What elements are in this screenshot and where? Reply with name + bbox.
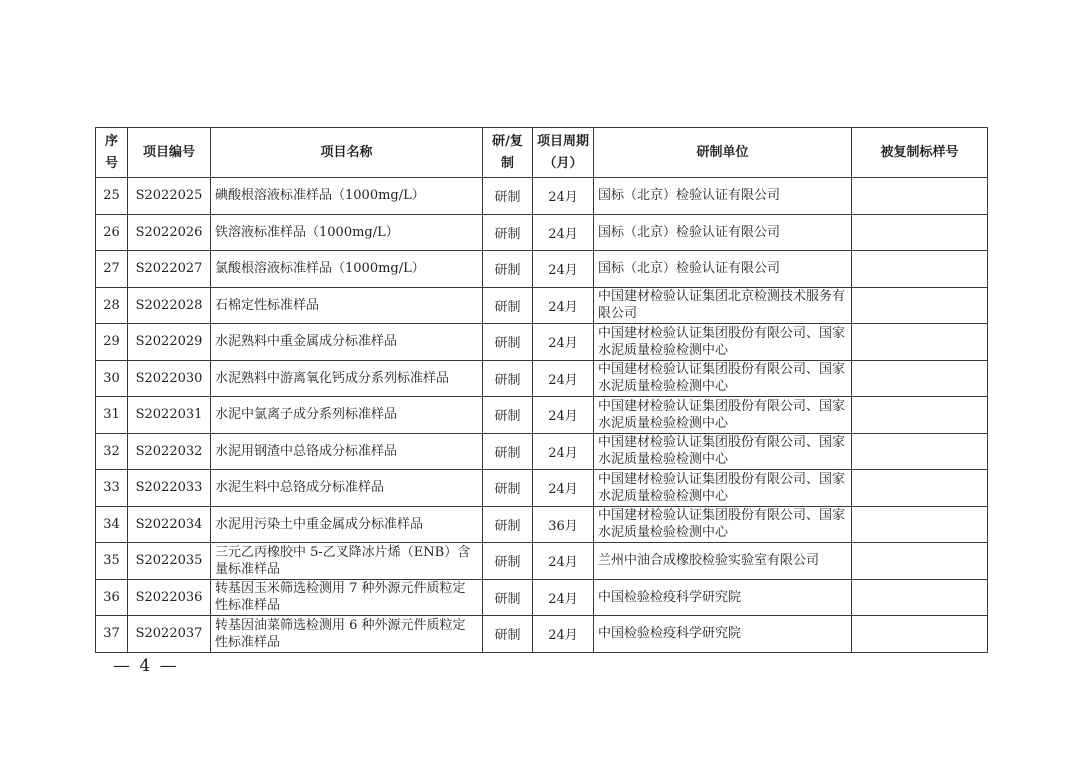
cell-name: 氯酸根溶液标准样品（1000mg/L） — [211, 251, 483, 288]
cell-name: 水泥中氯离子成分系列标准样品 — [211, 397, 483, 434]
cell-code: S2022028 — [128, 287, 211, 324]
cell-code: S2022032 — [128, 433, 211, 470]
cell-seq: 36 — [96, 579, 128, 616]
cell-type: 研制 — [483, 506, 533, 543]
cell-name: 石棉定性标准样品 — [211, 287, 483, 324]
cell-unit: 中国建材检验认证集团股份有限公司、国家水泥质量检验检测中心 — [594, 433, 852, 470]
cell-seq: 33 — [96, 470, 128, 507]
cell-code: S2022034 — [128, 506, 211, 543]
header-period-line2: （月） — [543, 155, 583, 171]
cell-name: 水泥熟料中重金属成分标准样品 — [211, 324, 483, 361]
cell-type: 研制 — [483, 470, 533, 507]
header-type — [483, 128, 533, 178]
table-row — [96, 360, 988, 397]
cell-code: S2022033 — [128, 470, 211, 507]
cell-code: S2022026 — [128, 214, 211, 251]
cell-seq: 29 — [96, 324, 128, 361]
cell-unit: 国标（北京）检验认证有限公司 — [594, 251, 852, 288]
cell-seq: 34 — [96, 506, 128, 543]
cell-unit: 国标（北京）检验认证有限公司 — [594, 214, 852, 251]
table-row — [96, 506, 988, 543]
header-code: 项目编号 — [128, 128, 211, 178]
standards-table — [95, 127, 988, 653]
table-row — [96, 470, 988, 507]
header-unit: 研制单位 — [594, 128, 852, 178]
cell-period: 24月 — [533, 433, 594, 470]
header-type-line2: 制 — [500, 155, 514, 171]
cell-copied — [852, 214, 988, 251]
cell-unit: 中国建材检验认证集团北京检测技术服务有限公司 — [594, 287, 852, 324]
table-row — [96, 433, 988, 470]
cell-seq: 26 — [96, 214, 128, 251]
table-row — [96, 287, 988, 324]
cell-seq: 37 — [96, 616, 128, 653]
cell-copied — [852, 470, 988, 507]
cell-unit: 国标（北京）检验认证有限公司 — [594, 178, 852, 215]
cell-type: 研制 — [483, 360, 533, 397]
cell-copied — [852, 616, 988, 653]
cell-unit: 中国建材检验认证集团股份有限公司、国家水泥质量检验检测中心 — [594, 324, 852, 361]
table-row — [96, 324, 988, 361]
cell-seq: 30 — [96, 360, 128, 397]
cell-copied — [852, 506, 988, 543]
cell-copied — [852, 397, 988, 434]
table-row — [96, 543, 988, 580]
cell-copied — [852, 579, 988, 616]
cell-code: S2022027 — [128, 251, 211, 288]
cell-period: 24月 — [533, 214, 594, 251]
cell-type: 研制 — [483, 616, 533, 653]
header-period-line1: 项目周期 — [537, 133, 590, 149]
cell-code: S2022031 — [128, 397, 211, 434]
cell-seq: 31 — [96, 397, 128, 434]
cell-type: 研制 — [483, 251, 533, 288]
cell-type: 研制 — [483, 324, 533, 361]
cell-copied — [852, 433, 988, 470]
cell-name: 铁溶液标准样品（1000mg/L） — [211, 214, 483, 251]
cell-name: 水泥生料中总铬成分标准样品 — [211, 470, 483, 507]
header-seq-line1: 序 — [104, 133, 118, 149]
cell-type: 研制 — [483, 579, 533, 616]
cell-period: 24月 — [533, 251, 594, 288]
cell-copied — [852, 287, 988, 324]
cell-period: 24月 — [533, 397, 594, 434]
cell-unit: 中国检验检疫科学研究院 — [594, 579, 852, 616]
cell-type: 研制 — [483, 543, 533, 580]
cell-unit: 中国建材检验认证集团股份有限公司、国家水泥质量检验检测中心 — [594, 506, 852, 543]
cell-seq: 28 — [96, 287, 128, 324]
cell-name: 碘酸根溶液标准样品（1000mg/L） — [211, 178, 483, 215]
cell-type: 研制 — [483, 433, 533, 470]
cell-seq: 27 — [96, 251, 128, 288]
header-seq-line2: 号 — [104, 155, 118, 171]
cell-copied — [852, 178, 988, 215]
cell-period: 24月 — [533, 543, 594, 580]
table-row — [96, 579, 988, 616]
cell-unit: 中国建材检验认证集团股份有限公司、国家水泥质量检验检测中心 — [594, 397, 852, 434]
header-copied: 被复制标样号 — [852, 128, 988, 178]
table-row — [96, 251, 988, 288]
cell-name: 转基因油菜筛选检测用 6 种外源元件质粒定性标准样品 — [211, 616, 483, 653]
cell-copied — [852, 251, 988, 288]
cell-copied — [852, 543, 988, 580]
header-period — [533, 128, 594, 178]
page-number: — 4 — — [113, 656, 179, 676]
cell-unit: 兰州中油合成橡胶检验实验室有限公司 — [594, 543, 852, 580]
cell-type: 研制 — [483, 397, 533, 434]
cell-copied — [852, 324, 988, 361]
header-seq — [96, 128, 128, 178]
cell-unit: 中国建材检验认证集团股份有限公司、国家水泥质量检验检测中心 — [594, 360, 852, 397]
cell-period: 24月 — [533, 287, 594, 324]
cell-unit: 中国建材检验认证集团股份有限公司、国家水泥质量检验检测中心 — [594, 470, 852, 507]
cell-code: S2022030 — [128, 360, 211, 397]
cell-name: 水泥用钢渣中总铬成分标准样品 — [211, 433, 483, 470]
cell-name: 水泥熟料中游离氧化钙成分系列标准样品 — [211, 360, 483, 397]
cell-code: S2022025 — [128, 178, 211, 215]
cell-code: S2022035 — [128, 543, 211, 580]
cell-type: 研制 — [483, 178, 533, 215]
cell-period: 24月 — [533, 470, 594, 507]
cell-name: 三元乙丙橡胶中 5-乙叉降冰片烯（ENB）含量标准样品 — [211, 543, 483, 580]
cell-name: 水泥用污染土中重金属成分标准样品 — [211, 506, 483, 543]
cell-name: 转基因玉米筛选检测用 7 种外源元件质粒定性标准样品 — [211, 579, 483, 616]
cell-period: 36月 — [533, 506, 594, 543]
cell-type: 研制 — [483, 214, 533, 251]
cell-unit: 中国检验检疫科学研究院 — [594, 616, 852, 653]
cell-copied — [852, 360, 988, 397]
cell-code: S2022036 — [128, 579, 211, 616]
table-row — [96, 397, 988, 434]
cell-period: 24月 — [533, 324, 594, 361]
header-type-line1: 研/复 — [492, 133, 523, 149]
cell-period: 24月 — [533, 178, 594, 215]
cell-seq: 25 — [96, 178, 128, 215]
table-header-row — [96, 128, 988, 178]
table-row — [96, 178, 988, 215]
cell-seq: 32 — [96, 433, 128, 470]
cell-code: S2022029 — [128, 324, 211, 361]
cell-period: 24月 — [533, 579, 594, 616]
cell-type: 研制 — [483, 287, 533, 324]
cell-seq: 35 — [96, 543, 128, 580]
header-name: 项目名称 — [211, 128, 483, 178]
cell-period: 24月 — [533, 616, 594, 653]
cell-period: 24月 — [533, 360, 594, 397]
table-row — [96, 214, 988, 251]
cell-code: S2022037 — [128, 616, 211, 653]
table-row — [96, 616, 988, 653]
